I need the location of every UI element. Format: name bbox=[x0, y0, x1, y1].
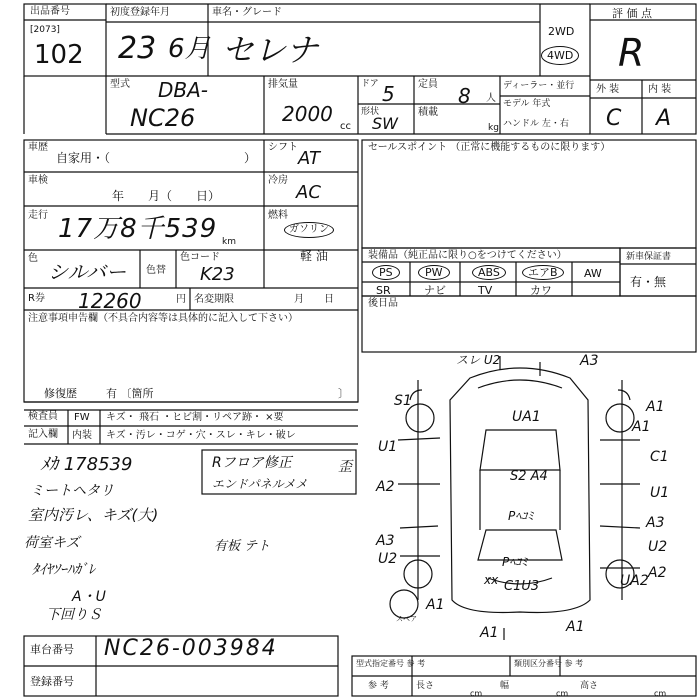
mileage-unit: km bbox=[222, 237, 236, 247]
inspector-label2: 記入欄 bbox=[28, 429, 58, 440]
first-reg-month: 6月 bbox=[168, 34, 211, 64]
fw-label: FW bbox=[74, 412, 90, 423]
diagram-label: U1 bbox=[378, 439, 398, 455]
capacity-label: 定員 bbox=[418, 79, 438, 90]
dealer-label: ディーラー・並行 bbox=[503, 81, 575, 91]
fuel-label: 燃料 bbox=[268, 210, 288, 221]
repair-value: 有 〔箇所 bbox=[106, 387, 154, 400]
spare-label: スペア bbox=[396, 615, 417, 623]
diagram-label: C1 bbox=[650, 449, 669, 465]
diagram-label: Pﾍｺﾐ bbox=[502, 555, 528, 569]
handwritten-line-4: 荷室キズ bbox=[24, 535, 80, 551]
type-line1: DBA- bbox=[158, 78, 209, 102]
lot-number: 102 bbox=[34, 40, 84, 70]
first-reg-year: 23 bbox=[118, 31, 157, 66]
inspector-label1: 検査員 bbox=[28, 411, 58, 422]
fw-items: キズ・ 飛石 ・ヒビ割・リペア跡・ ×要 bbox=[106, 412, 284, 423]
exterior-label: 外 装 bbox=[596, 84, 620, 95]
equip-aw: AW bbox=[584, 267, 602, 280]
r-price-label: R券 bbox=[28, 293, 45, 304]
displacement-unit: cc bbox=[340, 121, 351, 132]
equip-pw: PW bbox=[418, 265, 450, 280]
r-price-value: 12260 bbox=[78, 289, 142, 313]
history-value: 自家用・（ bbox=[56, 151, 111, 165]
warranty-value: 有・無 bbox=[630, 275, 667, 289]
shift-label: シフト bbox=[268, 142, 298, 153]
history-close: ） bbox=[244, 151, 257, 165]
displacement-label: 排気量 bbox=[268, 79, 298, 90]
lot-sub: [2073] bbox=[30, 25, 60, 35]
equip-tv: TV bbox=[478, 284, 493, 297]
grade-value: R bbox=[618, 31, 645, 75]
diagram-label: xx bbox=[484, 573, 499, 587]
declaration-label: 注意事項申告欄（不具合内容等は具体的に記入して下さい） bbox=[28, 313, 298, 324]
color-value: シルバー bbox=[48, 260, 127, 284]
lot-label: 出品番号 bbox=[30, 6, 70, 17]
diagram-label: A2 bbox=[376, 479, 395, 495]
model-label: 車名・グレード bbox=[212, 7, 282, 18]
inspection-value: 年 月（ 日） bbox=[112, 189, 221, 203]
footer-ref2: 類別区分番号 参 考 bbox=[514, 659, 584, 668]
repair-close: 〕 bbox=[338, 387, 349, 400]
footer-length: 長さ bbox=[416, 681, 435, 691]
diagram-label: A1 bbox=[480, 625, 499, 641]
diagram-label: U2 bbox=[648, 539, 668, 555]
box-note-1: Rフロア修正 bbox=[212, 455, 292, 471]
grade-label: 評 価 点 bbox=[612, 7, 652, 20]
shape-value: SW bbox=[372, 114, 398, 133]
color-code-label: 色コード bbox=[180, 252, 220, 263]
post-items-label: 後日品 bbox=[368, 298, 398, 309]
diagram-label: A3 bbox=[646, 515, 665, 531]
diagram-label: スレ U2 bbox=[456, 353, 501, 367]
type-line2: NC26 bbox=[130, 104, 196, 132]
ac-label: 冷房 bbox=[268, 175, 288, 186]
diagram-label: A2 bbox=[648, 565, 667, 581]
color-label: 色 bbox=[28, 253, 38, 264]
mileage-value: 17万8千539 bbox=[58, 214, 218, 244]
type-label: 型式 bbox=[110, 79, 130, 90]
fuel-value: ガソリン bbox=[284, 222, 334, 238]
model-year-label: モデル 年式 bbox=[503, 99, 551, 109]
capacity-unit: 人 bbox=[486, 93, 496, 104]
warranty-label: 新車保証書 bbox=[626, 252, 672, 262]
box-note-2: エンドパネルメメ bbox=[212, 477, 308, 491]
equip-abs: ABS bbox=[472, 265, 506, 280]
footer-ref-label: 参 考 bbox=[368, 681, 389, 691]
sales-point-label: セールスポイント （正常に機能するものに限ります） bbox=[368, 142, 611, 153]
diagram-label: A3 bbox=[376, 533, 395, 549]
diagram-label: A3 bbox=[580, 353, 599, 369]
diagram-label: A1 bbox=[632, 419, 651, 435]
diagram-label: A1 bbox=[646, 399, 665, 415]
handwritten-line-1: ﾒｶ 178539 bbox=[40, 454, 133, 475]
fuel-other: 軽 油 bbox=[300, 249, 328, 263]
equip-ps: PS bbox=[372, 265, 400, 280]
drive-2wd: 2WD bbox=[548, 25, 575, 38]
chassis-value: NC26-003984 bbox=[104, 636, 278, 661]
name-change-value: 月 日 bbox=[294, 294, 334, 305]
repair-label: 修復歴 bbox=[44, 387, 77, 400]
diagram-label: A1 bbox=[426, 597, 445, 613]
footer-ref1: 型式指定番号 参 考 bbox=[356, 659, 426, 668]
handwritten-line-6: A・U bbox=[72, 589, 106, 605]
box-note-3: 歪 bbox=[338, 459, 352, 475]
interior-label: 内 装 bbox=[648, 84, 672, 95]
name-change-label: 名変期限 bbox=[194, 294, 234, 305]
chassis-label: 車台番号 bbox=[30, 643, 74, 656]
diagram-label: C1U3 bbox=[504, 579, 540, 594]
doors-value: 5 bbox=[382, 82, 395, 106]
diagram-label: U2 bbox=[378, 551, 398, 567]
doors-label: ドア bbox=[361, 79, 379, 89]
int-label: 内装 bbox=[72, 430, 92, 441]
diagram-label: S2 A4 bbox=[510, 469, 548, 484]
handle-label: ハンドル 左・右 bbox=[503, 119, 569, 129]
diagram-label: S1 bbox=[394, 393, 412, 409]
shift-value: AT bbox=[298, 148, 320, 169]
exterior-value: C bbox=[606, 106, 622, 131]
interior-value: A bbox=[656, 106, 672, 131]
inspection-label: 車検 bbox=[28, 175, 48, 186]
equip-sr: SR bbox=[376, 284, 391, 297]
shape-label: 形状 bbox=[361, 107, 380, 117]
equip-leather: カワ bbox=[530, 284, 552, 297]
diagram-label: U1 bbox=[650, 485, 670, 501]
handwritten-line-5: ﾀｲﾔｿｰﾊｶﾞﾚ bbox=[32, 562, 95, 578]
color-change-label: 色替 bbox=[146, 265, 166, 276]
handwritten-line-7: 下回りＳ bbox=[46, 607, 102, 623]
capacity-value: 8 bbox=[458, 84, 471, 108]
diagram-label: Pﾍｺﾐ bbox=[508, 509, 534, 523]
first-reg-label: 初度登録年月 bbox=[110, 7, 170, 18]
equipment-label: 装備品（純正品に限り○をつけてください） bbox=[368, 250, 567, 261]
ac-value: AC bbox=[296, 182, 321, 203]
history-label: 車歴 bbox=[28, 142, 48, 153]
mileage-label: 走行 bbox=[28, 210, 48, 221]
footer-unit-2: cm bbox=[556, 689, 569, 698]
int-items: キズ・汚レ・コゲ・穴・スレ・キレ・破レ bbox=[106, 430, 296, 441]
footer-height: 高さ bbox=[580, 681, 599, 691]
diagram-label: UA1 bbox=[512, 409, 541, 425]
equip-navi: ナビ bbox=[424, 284, 446, 297]
footer-width: 幅 bbox=[500, 681, 510, 691]
handwritten-line-2: ミートヘタリ bbox=[30, 483, 114, 499]
handwritten-line-3: 室内汚レ、キズ(大) bbox=[28, 506, 159, 524]
drive-4wd: 4WD bbox=[541, 46, 579, 65]
registration-label: 登録番号 bbox=[30, 675, 74, 688]
r-price-unit: 円 bbox=[176, 294, 186, 305]
footer-unit-3: cm bbox=[654, 689, 667, 698]
equip-airbag: エアB bbox=[522, 265, 564, 280]
load-unit: kg bbox=[488, 123, 499, 133]
diagram-label: A1 bbox=[566, 619, 585, 635]
footer-unit-1: cm bbox=[470, 689, 483, 698]
color-code-value: K23 bbox=[200, 264, 235, 285]
load-label: 積載 bbox=[418, 107, 438, 118]
displacement-value: 2000 bbox=[282, 102, 333, 126]
model-name: セレナ bbox=[222, 31, 319, 69]
diagram-label: UA2 bbox=[620, 573, 649, 589]
handwritten-note-mid: 有板 テト bbox=[214, 539, 271, 554]
